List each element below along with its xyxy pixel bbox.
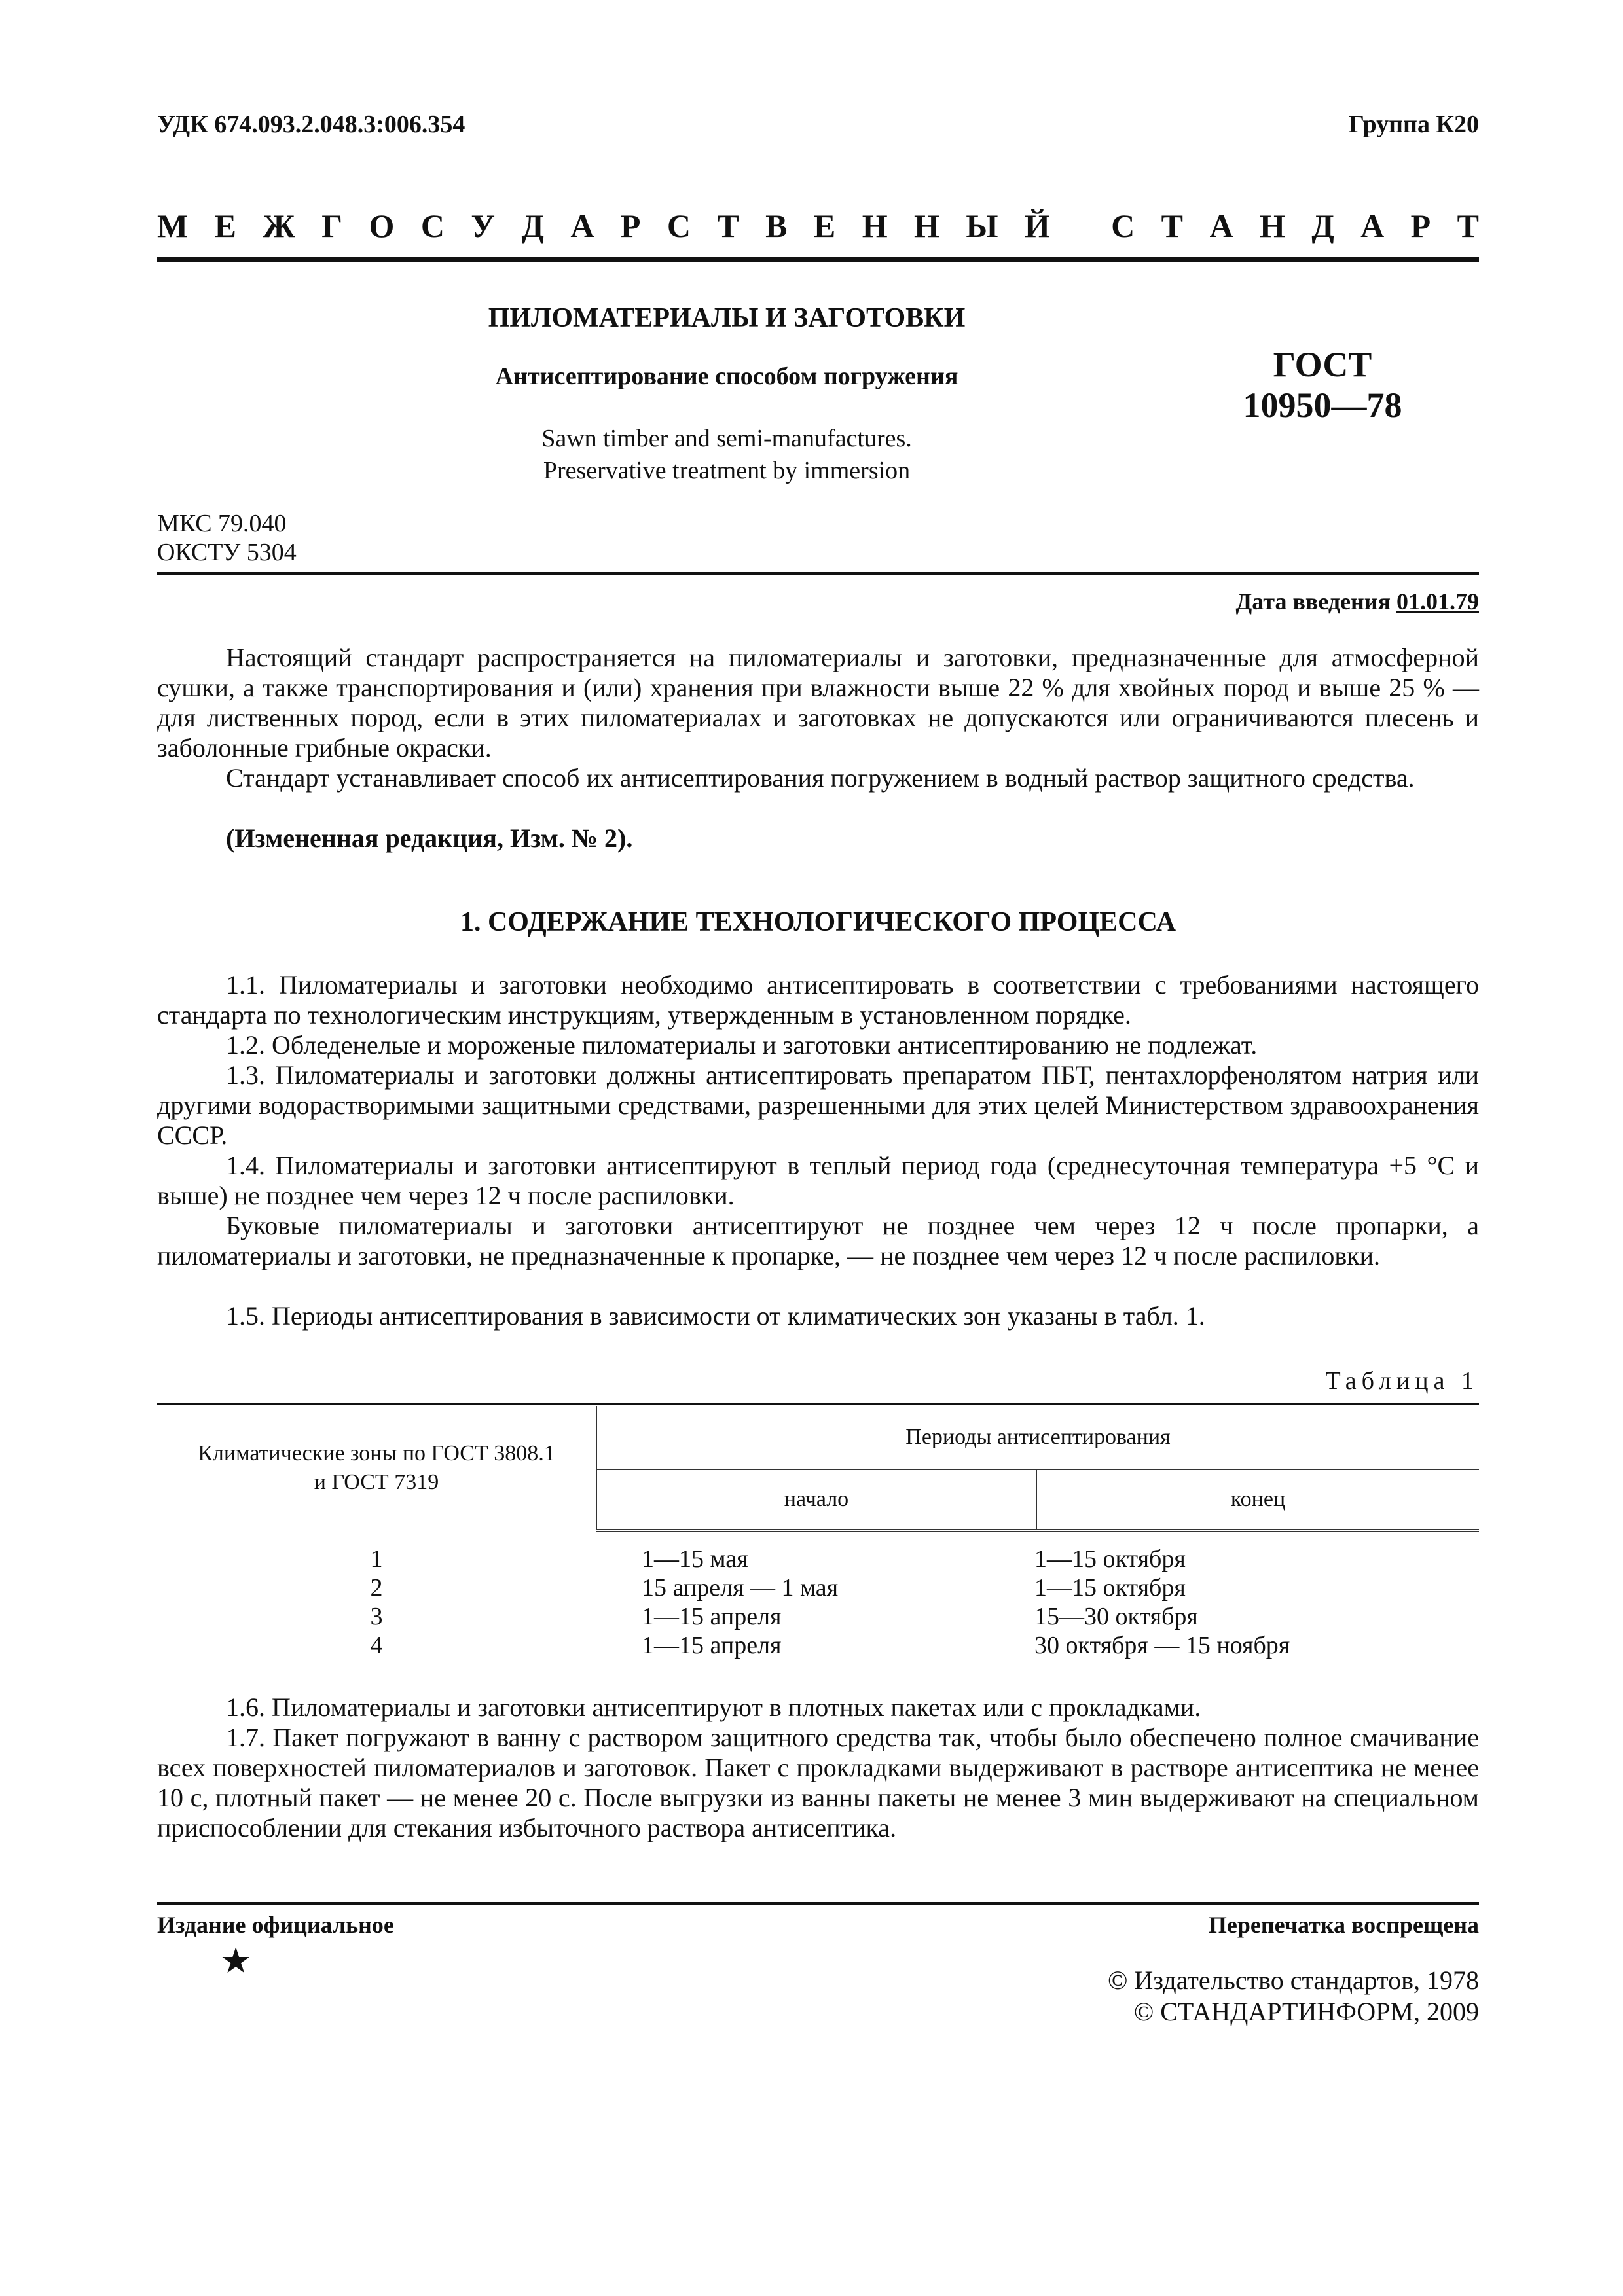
- interstate-letter: М: [157, 207, 189, 244]
- intro-paragraph-1: Настоящий стандарт распространяется на пиломатериалы и заготовки, предназначенные для атмосферной сушки, а также транспортирования и (или) хранения при влажности выше 22 % для хвойных пород и выше 25 % — для лиственных пород, если в этих пиломатериалах и заготовках не допускаются или ограничиваются плесень и заболонные грибные окраски.: [157, 643, 1479, 762]
- clause-1-3: 1.3. Пиломатериалы и заготовки должны антисептировать препаратом ПБТ, пентахлорфенолятом натрия или другими водорастворимыми защитными средствами, разрешенными для этих целей Министерством здравоохранения СССР.: [157, 1060, 1479, 1150]
- gost-number: 10950—78: [1243, 386, 1402, 425]
- star-icon: ★: [220, 1941, 252, 1981]
- clause-1-7: 1.7. Пакет погружают в ванну с раствором защитного средства так, чтобы было обеспечено полное смачивание всех поверхностей пиломатериалов и заготовок. Пакет с прокладками выдерживают в растворе антисептика не менее 10 с, плотный пакет — не менее 20 с. После выгрузки из ванны пакеты не менее 3 мин выдерживают на специальном приспособлении для стекания избыточного раствора антисептика.: [157, 1723, 1479, 1842]
- footer-rule: [157, 1902, 1479, 1905]
- table-label: Таблица 1: [1325, 1367, 1479, 1395]
- interstate-letter: Н: [862, 207, 888, 244]
- document-subtitle: Антисептирование способом погружения: [495, 363, 958, 390]
- group-code: Группа К20: [1348, 111, 1479, 138]
- interstate-letter: О: [369, 207, 395, 244]
- copyright-2009: © СТАНДАРТИНФОРМ, 2009: [1133, 1997, 1479, 2026]
- intro-date: [1236, 588, 1480, 615]
- table-row: [157, 1545, 1479, 1573]
- table-row: [157, 1602, 1479, 1631]
- interstate-letter: У: [471, 207, 496, 244]
- interstate-letter: Т: [1457, 207, 1479, 244]
- intro-date-label: Дата введения: [1235, 588, 1391, 615]
- interstate-letter: Р: [1410, 207, 1431, 244]
- document-title: ПИЛОМАТЕРИАЛЫ И ЗАГОТОВКИ: [488, 303, 966, 333]
- english-title-line2: Preservative treatment by immersion: [543, 457, 911, 484]
- udk-code: УДК 674.093.2.048.3:006.354: [157, 111, 465, 138]
- clause-1-2: 1.2. Обледенелые и мороженые пиломатериалы и заготовки антисептированию не подлежат.: [226, 1030, 1258, 1060]
- reprint-prohibited: Перепечатка воспрещена: [1208, 1912, 1479, 1938]
- cell-end: 1—15 октября: [1034, 1574, 1186, 1602]
- interstate-letter: С: [666, 207, 691, 244]
- cell-start: 15 апреля — 1 мая: [642, 1574, 839, 1602]
- table-row: [157, 1573, 1479, 1602]
- okstu-code: ОКСТУ 5304: [157, 539, 297, 566]
- column-header-periods: Периоды антисептирования: [596, 1406, 1479, 1469]
- table-body: [157, 1545, 1479, 1660]
- clause-1-5: 1.5. Периоды антисептирования в зависимости от климатических зон указаны в табл. 1.: [226, 1301, 1205, 1331]
- column-header-start: начало: [596, 1469, 1036, 1530]
- interstate-letter: Ж: [263, 207, 295, 244]
- interstate-letter: Г: [321, 207, 343, 244]
- cell-end: 30 октября — 15 ноября: [1034, 1632, 1290, 1659]
- official-edition: Издание официальное: [157, 1912, 394, 1938]
- interstate-letter: Н: [914, 207, 939, 244]
- cell-start: 1—15 апреля: [642, 1603, 782, 1630]
- interstate-letter: С: [1111, 207, 1135, 244]
- clause-1-6: 1.6. Пиломатериалы и заготовки антисептируют в плотных пакетах или с прокладками.: [226, 1693, 1201, 1722]
- table-top-rule: [157, 1403, 1479, 1405]
- interstate-letter: А: [1360, 207, 1385, 244]
- english-title-line1: Sawn timber and semi-manufactures.: [541, 425, 912, 452]
- cell-start: 1—15 мая: [642, 1545, 748, 1573]
- interstate-letter: Н: [1259, 207, 1285, 244]
- interstate-letter: В: [765, 207, 788, 244]
- interstate-letter: А: [570, 207, 594, 244]
- cell-zone: 4: [370, 1632, 383, 1659]
- interstate-letter: Е: [813, 207, 836, 244]
- header-rule: [157, 257, 1479, 262]
- cell-end: 1—15 октября: [1034, 1545, 1186, 1573]
- interstate-standard-heading: [157, 207, 1479, 245]
- copyright-1978: © Издательство стандартов, 1978: [1107, 1965, 1479, 1995]
- cell-zone: 2: [370, 1574, 383, 1602]
- mks-code: МКС 79.040: [157, 510, 287, 537]
- intro-date-value: 01.01.79: [1396, 588, 1479, 615]
- periods-table: [157, 1406, 1479, 1532]
- table-row: [157, 1631, 1479, 1660]
- table-header-rule-left: [157, 1529, 597, 1534]
- amendment-note: (Измененная редакция, Изм. № 2).: [226, 823, 633, 853]
- intro-paragraph-2: Стандарт устанавливает способ их антисептирования погружением в водный раствор защитного средства.: [226, 763, 1415, 793]
- clause-1-4: 1.4. Пиломатериалы и заготовки антисептируют в теплый период года (среднесуточная температура +5 °С и выше) не позднее чем через 12 ч после распиловки.: [157, 1151, 1479, 1210]
- clause-1-4-beech: Буковые пиломатериалы и заготовки антисептируют не позднее чем через 12 ч после пропарки, а пиломатериалы и заготовки, не предназначенные к пропарке, — не позднее чем через 12 ч после распиловки.: [157, 1211, 1479, 1270]
- interstate-letter: С: [420, 207, 445, 244]
- cell-zone: 1: [370, 1545, 383, 1573]
- column-header-zone: [157, 1406, 596, 1530]
- clause-1-1: 1.1. Пиломатериалы и заготовки необходимо антисептировать в соответствии с требованиями настоящего стандарта по технологическим инструкциям, утвержденным в установленном порядке.: [157, 970, 1479, 1030]
- interstate-letter: А: [1209, 207, 1233, 244]
- interstate-letter: Й: [1024, 207, 1050, 244]
- cell-start: 1—15 апреля: [642, 1632, 782, 1659]
- section-title: 1. СОДЕРЖАНИЕ ТЕХНОЛОГИЧЕСКОГО ПРОЦЕССА: [460, 907, 1176, 937]
- cell-end: 15—30 октября: [1034, 1603, 1198, 1630]
- column-header-end: конец: [1036, 1469, 1479, 1530]
- interstate-letter: Ы: [966, 207, 998, 244]
- interstate-letter: Д: [521, 207, 544, 244]
- interstate-letter: Т: [717, 207, 739, 244]
- interstate-letter: [1076, 207, 1085, 245]
- interstate-letter: Р: [620, 207, 641, 244]
- gost-designation: [1152, 344, 1493, 425]
- interstate-letter: Т: [1161, 207, 1184, 244]
- title-rule: [157, 572, 1479, 575]
- column-header-zone-line2: и ГОСТ 7319: [314, 1470, 439, 1494]
- column-header-zone-line1: Климатические зоны по ГОСТ 3808.1: [198, 1441, 555, 1465]
- gost-label: ГОСТ: [1273, 345, 1372, 384]
- interstate-letter: Е: [214, 207, 236, 244]
- interstate-letter: Д: [1311, 207, 1334, 244]
- cell-zone: 3: [370, 1603, 383, 1630]
